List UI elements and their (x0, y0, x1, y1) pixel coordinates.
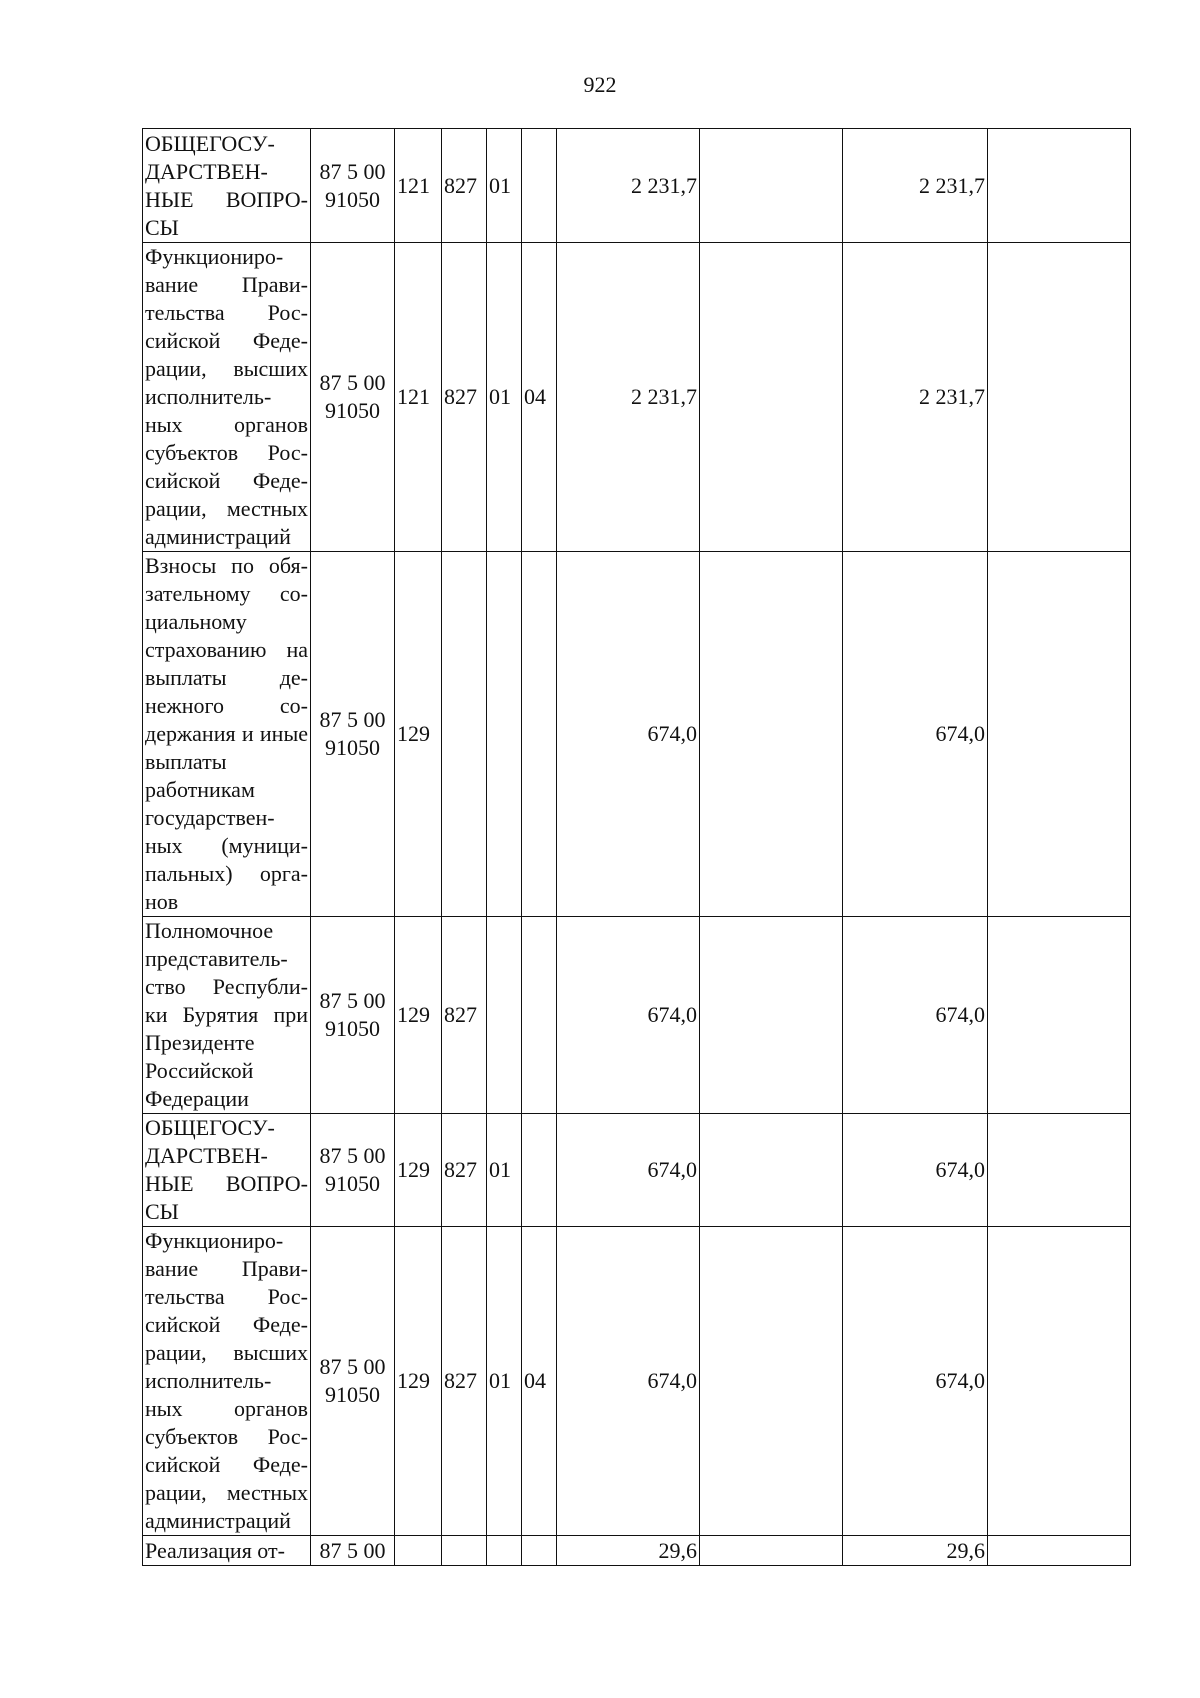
amount-cell-1: 674,0 (557, 552, 700, 917)
target-article-line-2: 91050 (325, 398, 380, 423)
subsection-code-cell (522, 1114, 557, 1227)
target-article-cell (311, 1536, 395, 1566)
target-article-line-1: 87 5 00 (319, 370, 386, 395)
expense-type-cell: 129 (395, 917, 442, 1114)
table-row (143, 243, 1131, 552)
section-code-cell: 01 (487, 1227, 522, 1536)
table-row (143, 1114, 1131, 1227)
amount-cell-4 (988, 1227, 1131, 1536)
section-code-cell (487, 917, 522, 1114)
amount-cell-2 (700, 552, 843, 917)
section-code-cell (487, 552, 522, 917)
subsection-code-cell: 04 (522, 243, 557, 552)
section-code-cell: 01 (487, 1114, 522, 1227)
target-article-line-2: 91050 (325, 1016, 380, 1041)
row-name-cell: Взносы по обя-зательному со-циальному страхованию на выплаты де-нежного со-держания и иные выплаты работникам государствен-ных (муници-пальных) орга-нов (143, 552, 311, 917)
row-name-cell: ОБЩЕГОСУ-ДАРСТВЕН-НЫЕ ВОПРО-СЫ (143, 129, 311, 243)
target-article-line-1: 87 5 00 (319, 1537, 386, 1563)
amount-cell-4 (988, 1114, 1131, 1227)
amount-cell-1: 674,0 (557, 1227, 700, 1536)
target-article-line-1: 87 5 00 (319, 1354, 386, 1379)
amount-cell-2 (700, 1227, 843, 1536)
section-code-cell (487, 1536, 522, 1566)
subsection-code-cell: 04 (522, 1227, 557, 1536)
amount-cell-2 (700, 1536, 843, 1566)
subsection-code-cell (522, 1536, 557, 1566)
amount-cell-2 (700, 129, 843, 243)
section-code-cell: 01 (487, 243, 522, 552)
department-code-cell: 827 (442, 243, 487, 552)
target-article-cell (311, 1114, 395, 1227)
row-name-cell: ОБЩЕГОСУ-ДАРСТВЕН-НЫЕ ВОПРО-СЫ (143, 1114, 311, 1227)
table-row (143, 917, 1131, 1114)
target-article-line-1: 87 5 00 (319, 1143, 386, 1168)
amount-cell-2 (700, 243, 843, 552)
department-code-cell: 827 (442, 1227, 487, 1536)
expense-type-cell: 129 (395, 1227, 442, 1536)
row-name-cell: Функциониро-вание Прави-тельства Рос-сийской Феде-рации, высших исполнитель-ных органов субъектов Рос-сийской Феде-рации, местных администраций (143, 1227, 311, 1536)
section-code-cell: 01 (487, 129, 522, 243)
amount-cell-1: 2 231,7 (557, 129, 700, 243)
table-row (143, 1227, 1131, 1536)
amount-cell-3: 674,0 (843, 1227, 988, 1536)
amount-cell-2 (700, 917, 843, 1114)
target-article-cell (311, 243, 395, 552)
amount-cell-1: 674,0 (557, 917, 700, 1114)
target-article-line-1: 87 5 00 (319, 707, 386, 732)
target-article-line-2: 91050 (325, 1171, 380, 1196)
amount-cell-3: 674,0 (843, 917, 988, 1114)
target-article-cell (311, 129, 395, 243)
page-number: 922 (583, 72, 617, 97)
budget-table (142, 128, 1131, 1566)
amount-cell-3: 2 231,7 (843, 243, 988, 552)
amount-cell-3: 29,6 (843, 1536, 988, 1566)
subsection-code-cell (522, 129, 557, 243)
amount-cell-1: 674,0 (557, 1114, 700, 1227)
department-code-cell (442, 552, 487, 917)
target-article-line-1: 87 5 00 (319, 988, 386, 1013)
expense-type-cell: 129 (395, 552, 442, 917)
amount-cell-2 (700, 1114, 843, 1227)
expense-type-cell: 129 (395, 1114, 442, 1227)
row-name-cell: Реализация от- (143, 1536, 311, 1566)
amount-cell-3: 674,0 (843, 552, 988, 917)
amount-cell-4 (988, 552, 1131, 917)
table-row (143, 129, 1131, 243)
amount-cell-4 (988, 129, 1131, 243)
expense-type-cell: 121 (395, 129, 442, 243)
department-code-cell: 827 (442, 1114, 487, 1227)
target-article-line-2: 91050 (325, 1382, 380, 1407)
target-article-cell (311, 552, 395, 917)
row-name-cell: Полномочное представитель-ство Республи-ки Бурятия при Президенте Российской Федерации (143, 917, 311, 1114)
amount-cell-1: 2 231,7 (557, 243, 700, 552)
target-article-cell (311, 1227, 395, 1536)
target-article-line-1: 87 5 00 (319, 158, 386, 184)
amount-cell-3: 674,0 (843, 1114, 988, 1227)
department-code-cell: 827 (442, 129, 487, 243)
amount-cell-4 (988, 1536, 1131, 1566)
target-article-line-2: 91050 (325, 735, 380, 760)
table-row (143, 552, 1131, 917)
amount-cell-1: 29,6 (557, 1536, 700, 1566)
amount-cell-4 (988, 243, 1131, 552)
subsection-code-cell (522, 917, 557, 1114)
expense-type-cell (395, 1536, 442, 1566)
expense-type-cell: 121 (395, 243, 442, 552)
amount-cell-3: 2 231,7 (843, 129, 988, 243)
amount-cell-4 (988, 917, 1131, 1114)
table-row (143, 1536, 1131, 1566)
target-article-cell (311, 917, 395, 1114)
target-article-line-2: 91050 (325, 186, 380, 212)
row-name-cell: Функциониро-вание Прави-тельства Рос-сийской Феде-рации, высших исполнитель-ных органов субъектов Рос-сийской Феде-рации, местных администраций (143, 243, 311, 552)
department-code-cell: 827 (442, 917, 487, 1114)
subsection-code-cell (522, 552, 557, 917)
department-code-cell (442, 1536, 487, 1566)
